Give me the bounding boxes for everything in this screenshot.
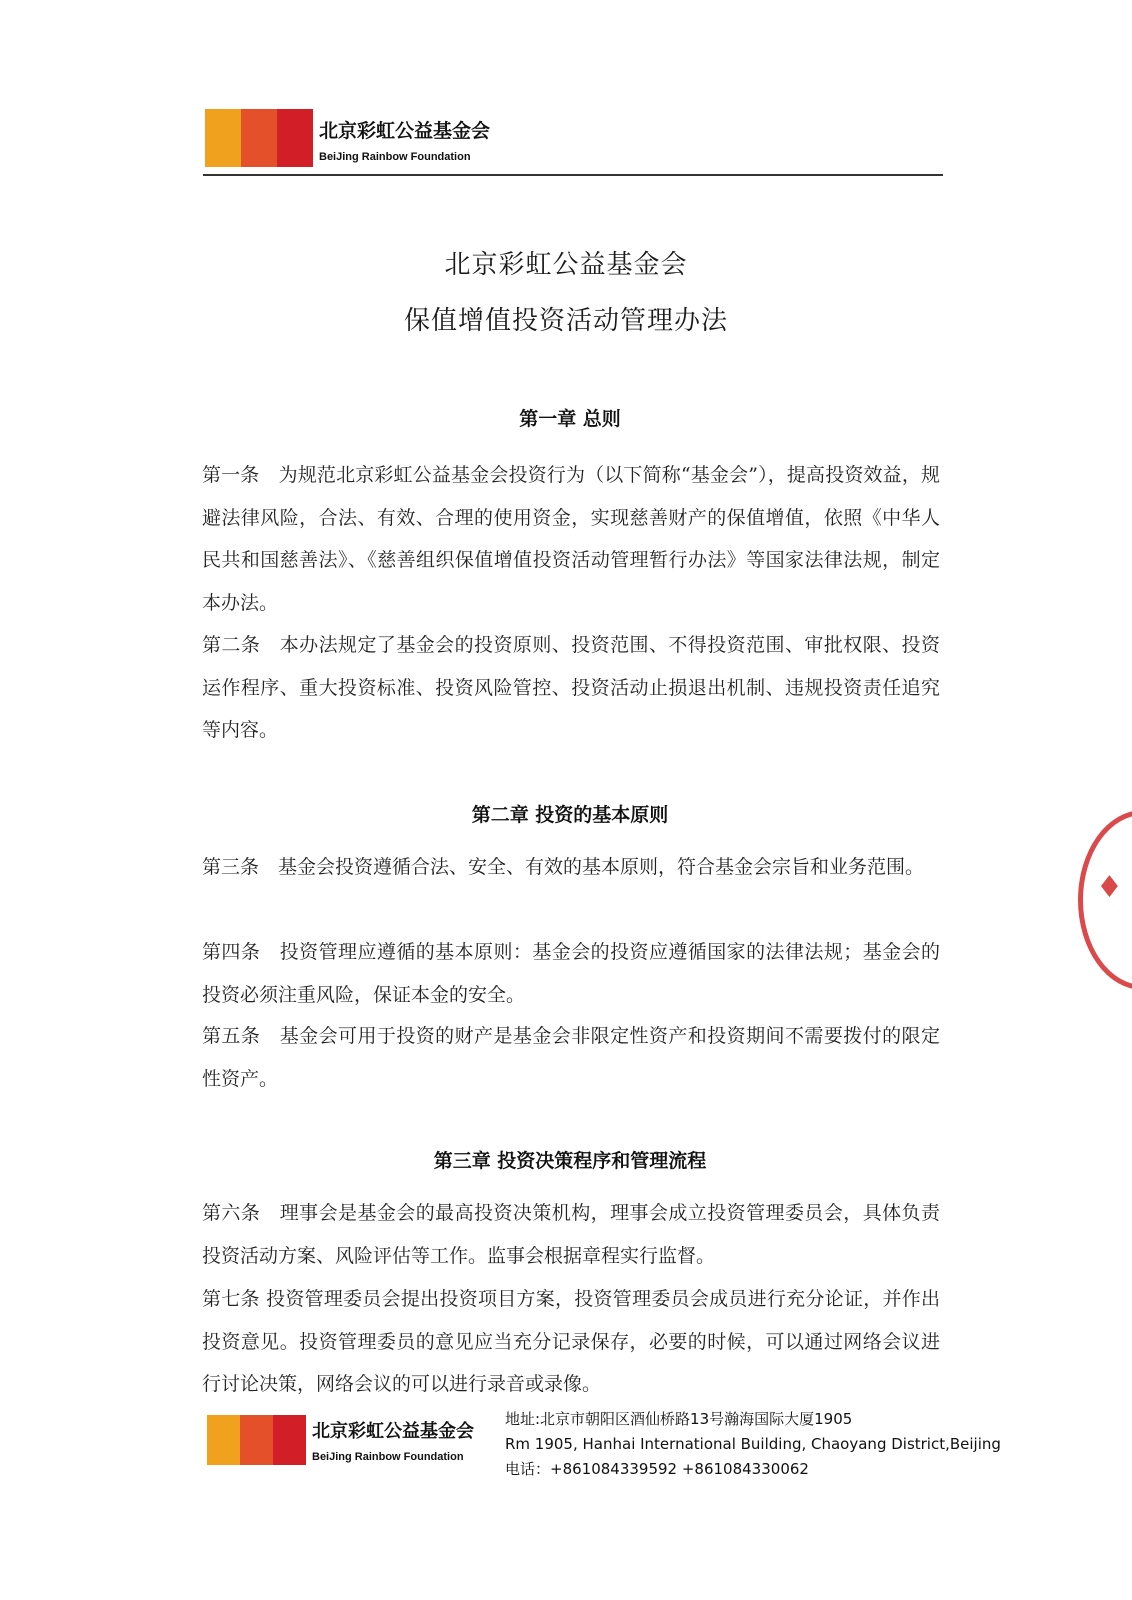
logo-block-red xyxy=(277,109,313,167)
header-logo-english: BeiJing Rainbow Foundation xyxy=(319,150,471,163)
article-7: 第七条 投资管理委员会提出投资项目方案，投资管理委员会成员进行充分论证，并作出投资意见。投资管理委员的意见应当充分记录保存，必要的时候，可以通过网络会议进行讨论决策，网络会议的可以进行录音或录像。 xyxy=(202,1288,940,1395)
footer-logo-block-red-orange xyxy=(240,1415,273,1465)
chapter-3-heading: 第三章 投资决策程序和管理流程 xyxy=(433,1150,707,1172)
seal-stamp-mark: ♦ xyxy=(1096,870,1123,905)
footer-logo xyxy=(207,1415,474,1465)
chapter-2-heading: 第二章 投资的基本原则 xyxy=(471,804,669,826)
article-3: 第三条 基金会投资遵循合法、安全、有效的基本原则，符合基金会宗旨和业务范围。 xyxy=(202,856,925,878)
footer-address-english: Rm 1905, Hanhai International Building, Chaoyang District,Beijing xyxy=(505,1435,1001,1453)
chapter-1-heading: 第一章 总则 xyxy=(519,408,621,430)
article-2: 第二条 本办法规定了基金会的投资原则、投资范围、不得投资范围、审批权限、投资运作程序、重大投资标准、投资风险管控、投资活动止损退出机制、违规投资责任追究等内容。 xyxy=(202,634,940,741)
document-title-line1: 北京彩虹公益基金会 xyxy=(444,250,688,280)
logo-color-blocks xyxy=(205,109,313,167)
footer-logo-block-orange xyxy=(207,1415,240,1465)
header-divider xyxy=(203,174,943,176)
footer-logo-block-red xyxy=(273,1415,306,1465)
footer-phone: 电话：+861084339592 +861084330062 xyxy=(505,1460,809,1478)
article-6: 第六条 理事会是基金会的最高投资决策机构，理事会成立投资管理委员会，具体负责投资活动方案、风险评估等工作。监事会根据章程实行监督。 xyxy=(202,1202,940,1267)
footer-logo-english: BeiJing Rainbow Foundation xyxy=(312,1451,464,1463)
logo-block-orange xyxy=(205,109,241,167)
footer-logo-color-blocks xyxy=(207,1415,306,1465)
article-4: 第四条 投资管理应遵循的基本原则：基金会的投资应遵循国家的法律法规；基金会的投资必须注重风险，保证本金的安全。 xyxy=(202,941,940,1006)
footer-contact xyxy=(505,1407,1001,1482)
header-logo xyxy=(205,109,490,167)
document-title-line2: 保值增值投资活动管理办法 xyxy=(403,306,728,336)
header-logo-chinese: 北京彩虹公益基金会 xyxy=(319,119,491,142)
article-5: 第五条 基金会可用于投资的财产是基金会非限定性资产和投资期间不需要拨付的限定性资产。 xyxy=(202,1025,940,1090)
article-1: 第一条 为规范北京彩虹公益基金会投资行为（以下简称“基金会”），提高投资效益，规避法律风险，合法、有效、合理的使用资金，实现慈善财产的保值增值，依照《中华人民共和国慈善法》、《慈善组织保值增值投资活动管理暂行办法》等国家法律法规，制定本办法。 xyxy=(202,464,940,614)
footer-address-chinese: 地址:北京市朝阳区酒仙桥路13号瀚海国际大厦1905 xyxy=(505,1410,853,1428)
footer-logo-chinese: 北京彩虹公益基金会 xyxy=(312,1421,474,1442)
logo-block-red-orange xyxy=(241,109,277,167)
